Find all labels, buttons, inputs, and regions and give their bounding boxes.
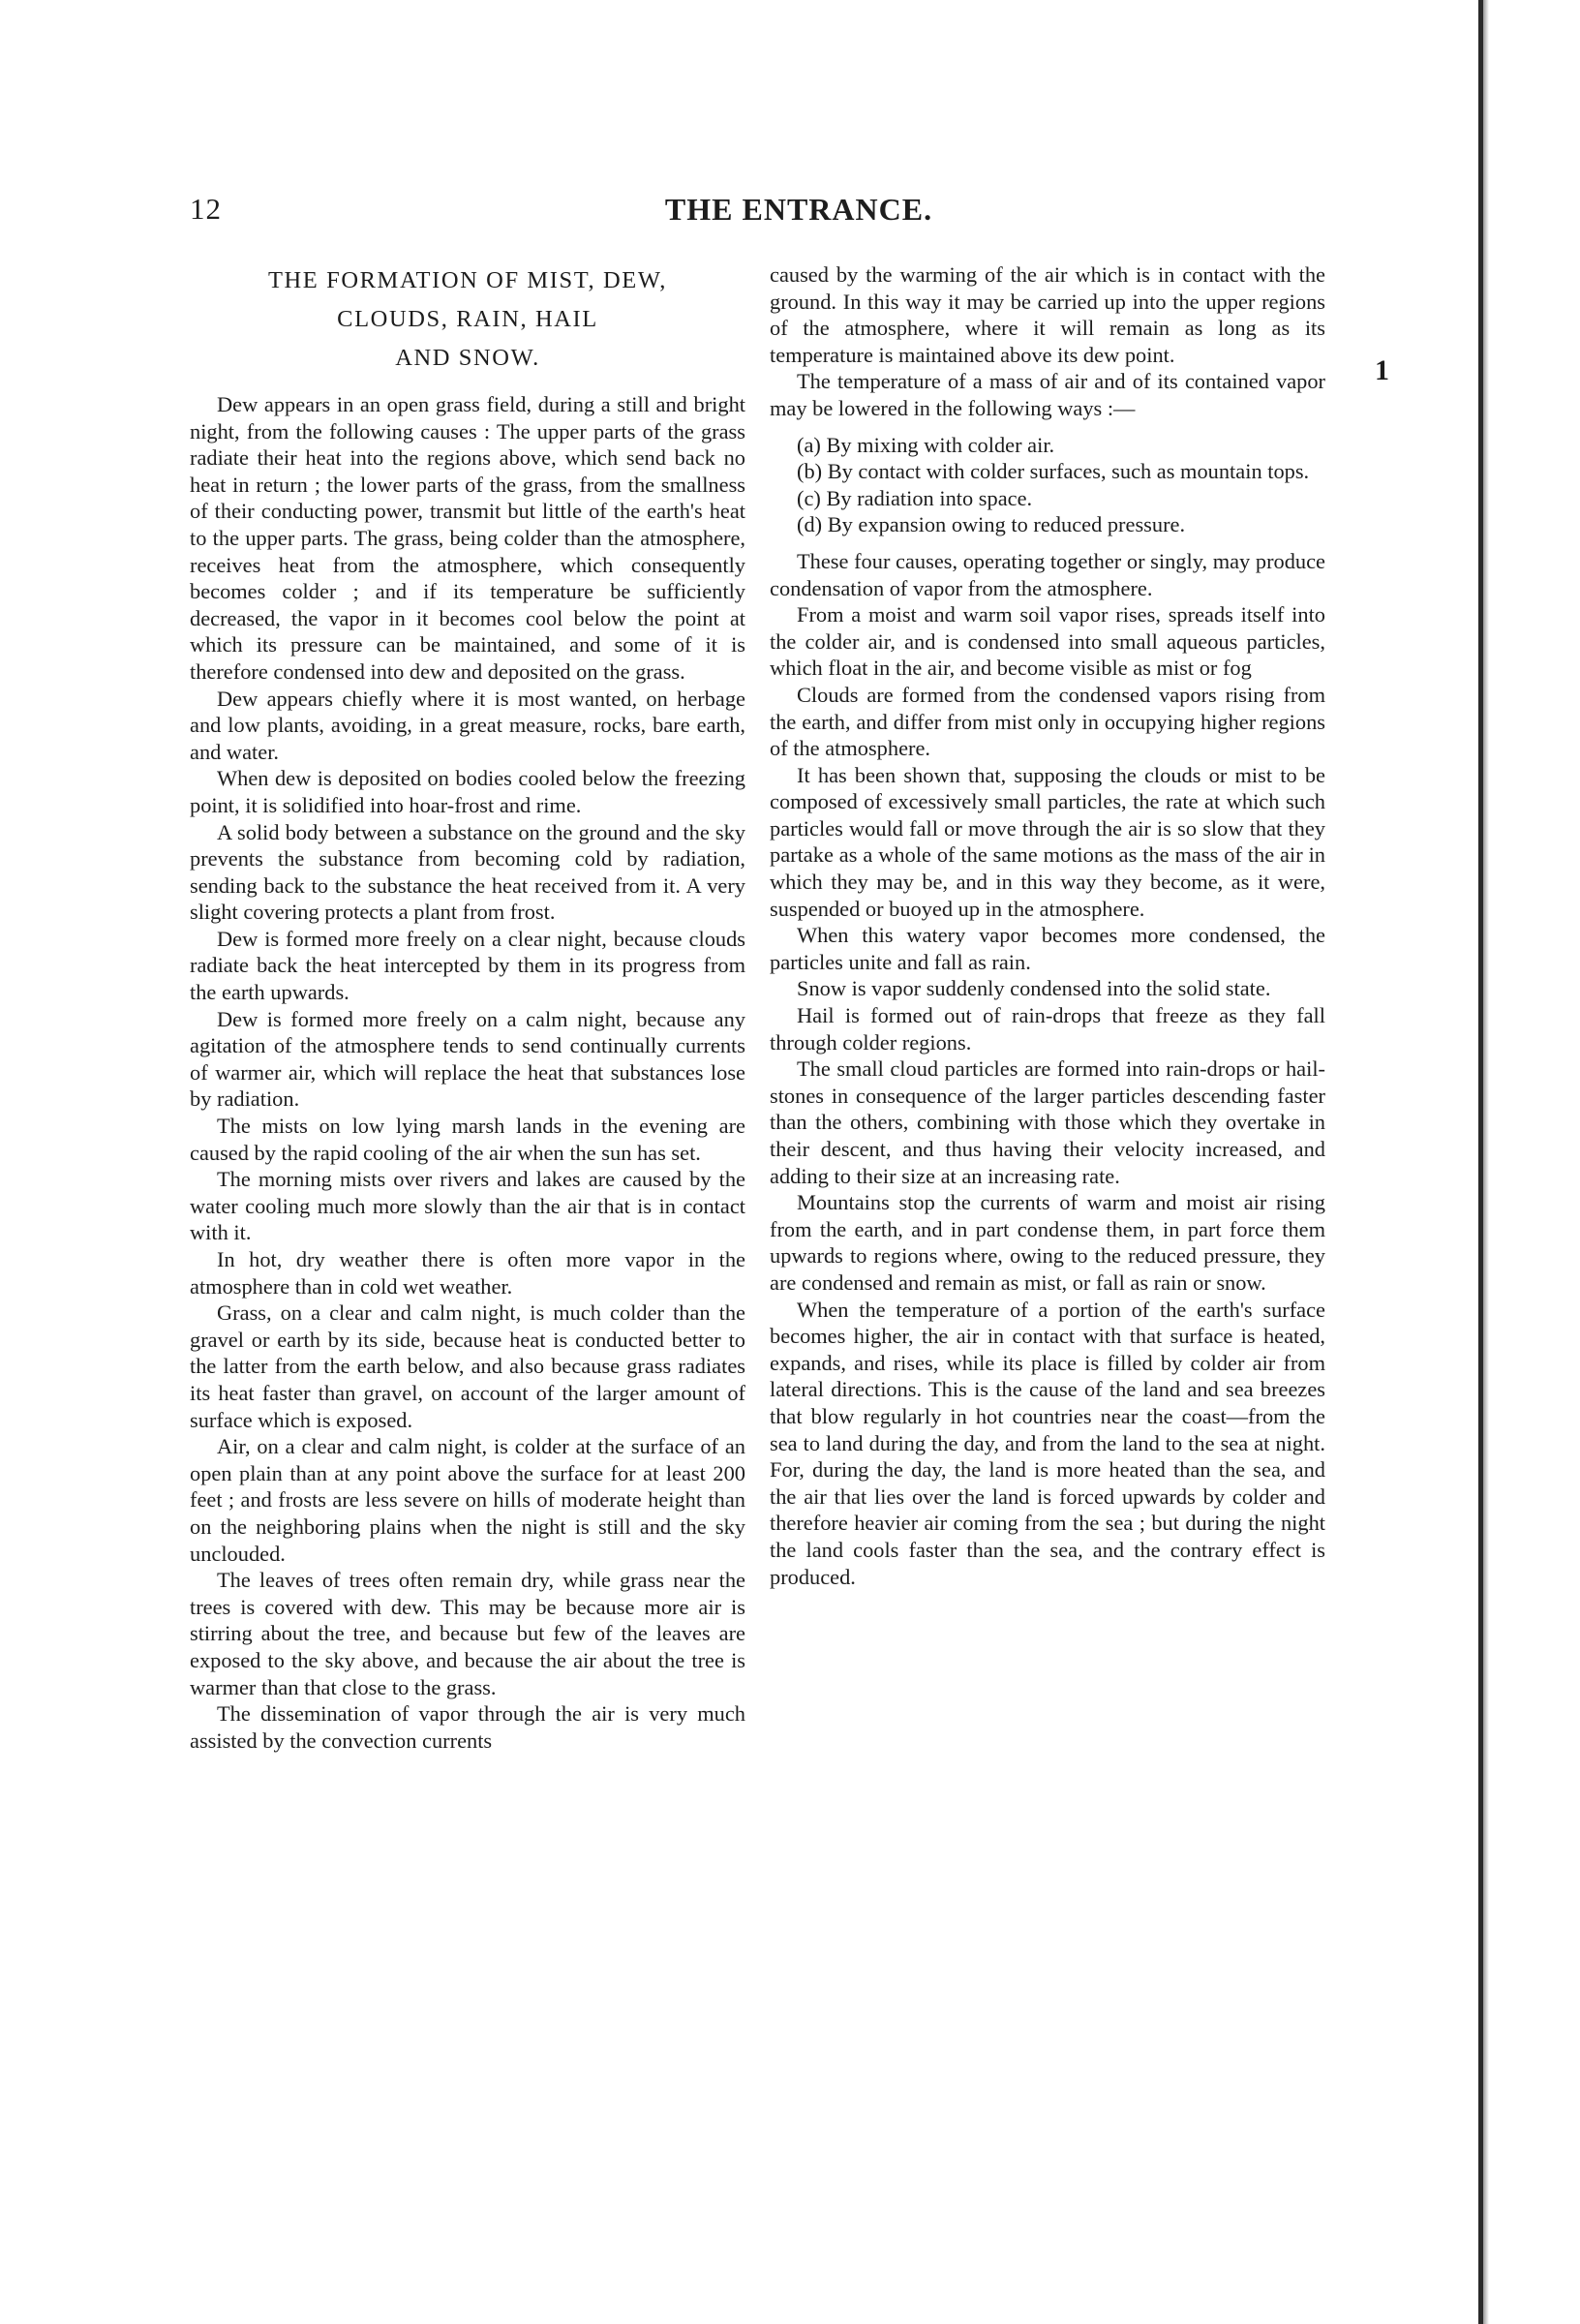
left-column: [190, 261, 745, 1754]
paragraph: Mountains stop the currents of warm and moist air rising from the earth, and in part condense them, in part force them upwards to regions where, owing to the reduced pressure, they are condensed and remain as mist, or fall as rain or snow.: [770, 1190, 1325, 1295]
page-edge-shadow: [1483, 0, 1489, 2324]
paragraph: Snow is vapor suddenly condensed into the solid state.: [797, 976, 1271, 1001]
paragraph-continuation: caused by the warming of the air which is in contact with the ground. In this way it may be carried up into the upper regions of the atmosphere, where it will remain as long as its temperature is maintained above its dew point.: [770, 262, 1325, 367]
paragraph: These four causes, operating together or singly, may produce condensation of vapor from the atmosphere.: [770, 548, 1325, 600]
paragraph: In hot, dry weather there is often more vapor in the atmosphere than in cold wet weather.: [190, 1247, 745, 1299]
paragraph: It has been shown that, supposing the clouds or mist to be composed of excessively small particles, the rate at which such particles would fall or move through the air is so slow that they partake as a whole of the same motions as the mass of the air in which they may be, and in this way they become, as it were, suspended or buoyed up in the atmosphere.: [770, 762, 1325, 921]
title-line: THE FORMATION OF MIST, DEW,: [267, 267, 668, 293]
paragraph: A solid body between a substance on the ground and the sky prevents the substance from becoming cold by radiation, sending back to the substance the heat received from it. A very slight covering protects a plant from frost.: [190, 819, 745, 925]
paragraph: Air, on a clear and calm night, is colder at the surface of an open plain than at any point above the surface for at least 200 feet ; and frosts are less severe on hills of moderate height than on the neighboring plains when the night is still and the sky unclouded.: [190, 1434, 745, 1566]
paragraph: Grass, on a clear and calm night, is much colder than the gravel or earth by its side, because heat is conducted better to the latter from the earth below, and also because grass radiates its heat faster than gravel, on account of the larger amount of surface which is exposed.: [190, 1300, 745, 1432]
paragraph: Clouds are formed from the condensed vapors rising from the earth, and differ from mist only in occupying higher regions of the atmosphere.: [770, 682, 1325, 761]
paragraph: Dew is formed more freely on a calm night, because any agitation of the atmosphere tends to send continually currents of warmer air, which will replace the heat that substances lose by radiation.: [190, 1006, 745, 1112]
paragraph: From a moist and warm soil vapor rises, spreads itself into the colder air, and is condensed into small aqueous particles, which float in the air, and become visible as mist or fog: [770, 602, 1325, 681]
list-item: (c) By radiation into space.: [797, 485, 1033, 510]
title-line: CLOUDS, RAIN, HAIL: [337, 306, 598, 332]
list-item: (d) By expansion owing to reduced pressure.: [797, 512, 1186, 537]
paragraph: Dew is formed more freely on a clear night, because clouds radiate back the heat intercepted by them in its progress from the earth upwards.: [190, 926, 745, 1005]
paragraph: The morning mists over rivers and lakes are caused by the water cooling much more slowly than the air that is in contact with it.: [190, 1167, 745, 1245]
paragraph: The temperature of a mass of air and of its contained vapor may be lowered in the following ways :—: [770, 369, 1325, 420]
paragraph: Dew appears in an open grass field, during a still and bright night, from the following causes : The upper parts of the grass radiate their heat into the regions above, which send back no heat in return ; the lower parts of the grass, from the smallness of their conducting power, transmit but little of the earth's heat to the upper parts. The grass, being colder than the atmosphere, receives heat from the atmosphere, which consequently becomes colder ; and if its temperature be sufficiently decreased, the vapor in it becomes cool below the point at which its pressure can be maintained, and some of it is therefore condensed into dew and deposited on the grass.: [190, 392, 745, 684]
list-item: (b) By contact with colder surfaces, such as mountain tops.: [797, 459, 1310, 484]
paragraph: Hail is formed out of rain-drops that freeze as they fall through colder regions.: [770, 1003, 1325, 1055]
paragraph: The small cloud particles are formed into rain-drops or hail-stones in consequence of the larger particles descending faster than the others, combining with those which they overtake in their descent, and thus having their velocity increased, and adding to their size at an increasing rate.: [770, 1056, 1325, 1188]
paragraph: When dew is deposited on bodies cooled below the freezing point, it is solidified into hoar-frost and rime.: [190, 766, 745, 817]
paragraph: The leaves of trees often remain dry, while grass near the trees is covered with dew. This may be because more air is stirring about the tree, and because but few of the leaves are exposed to the sky above, and because the air about the tree is warmer than that close to the grass.: [190, 1568, 745, 1699]
paragraph: When the temperature of a portion of the earth's surface becomes higher, the air in contact with that surface is heated, expands, and rises, while its place is filled by colder air from lateral directions. This is the cause of the land and sea breezes that blow regularly in hot countries near the coast—from the sea to land during the day, and from the land to the sea at night. For, during the day, the land is more heated than the sea, and the air that lies over the land is forced upwards by colder and therefore heavier air coming from the sea ; but during the night the land cools faster than the sea, and the contrary effect is produced.: [770, 1297, 1325, 1589]
title-line: AND SNOW.: [395, 345, 540, 371]
page-number: 12: [190, 192, 222, 226]
right-column: [770, 261, 1325, 1590]
article-title: [190, 261, 745, 378]
running-head: THE ENTRANCE.: [664, 192, 933, 227]
margin-mark: 1: [1375, 354, 1389, 386]
paragraph: The dissemination of vapor through the air is very much assisted by the convection currents: [190, 1701, 745, 1753]
paragraph: Dew appears chiefly where it is most wanted, on herbage and low plants, avoiding, in a great measure, rocks, bare earth, and water.: [190, 686, 745, 764]
list-item: (a) By mixing with colder air.: [797, 432, 1055, 457]
paragraph: When this watery vapor becomes more condensed, the particles unite and fall as rain.: [770, 923, 1325, 974]
paragraph: The mists on low lying marsh lands in the evening are caused by the rapid cooling of the air when the sun has set.: [190, 1114, 745, 1165]
